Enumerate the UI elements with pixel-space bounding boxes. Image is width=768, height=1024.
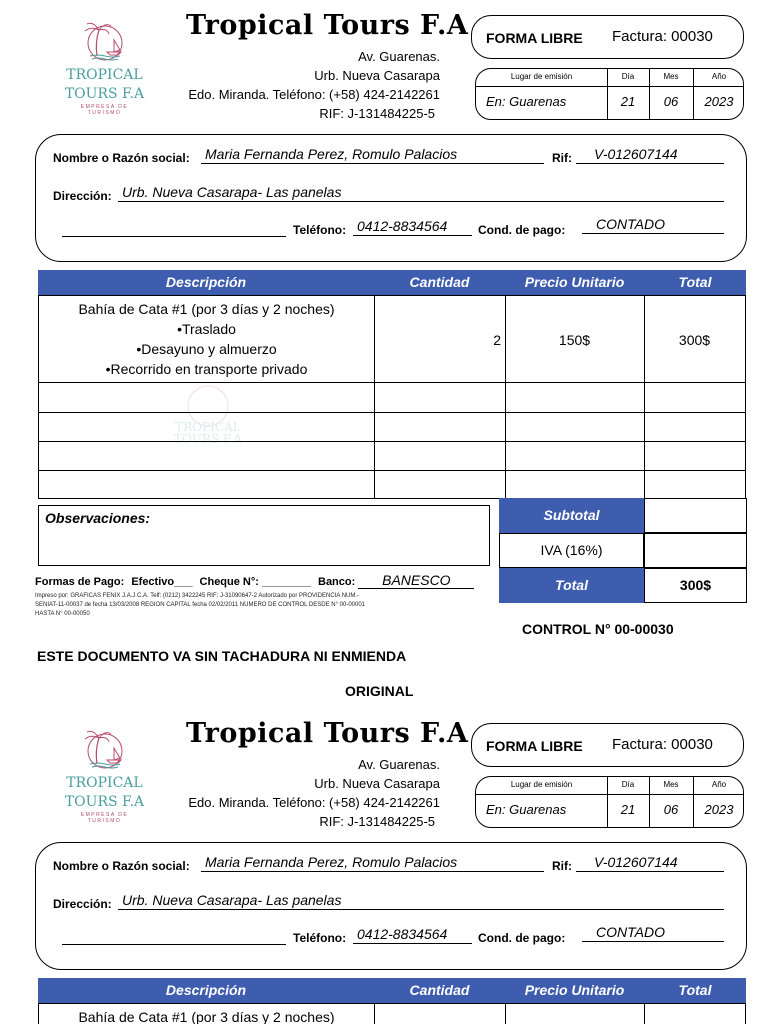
anio-value: 2023 bbox=[704, 802, 734, 817]
client-name-label: Nombre o Razón social: bbox=[53, 151, 190, 165]
notice-text: ESTE DOCUMENTO VA SIN TACHADURA NI ENMIENDA bbox=[37, 648, 407, 664]
item-line3: •Desayuno y almuerzo bbox=[136, 341, 277, 357]
client-phone: 0412-8834564 bbox=[353, 219, 472, 236]
payment-cond-label: Cond. de pago: bbox=[478, 223, 566, 237]
company-address1: Av. Guarenas. bbox=[358, 49, 440, 64]
company-address1: Av. Guarenas. bbox=[358, 757, 440, 772]
invoice-number: Factura: 00030 bbox=[612, 28, 713, 45]
dia-value: 21 bbox=[620, 802, 636, 817]
anio-value: 2023 bbox=[704, 94, 734, 109]
emission-box bbox=[475, 68, 744, 120]
lugar-value: En: Guarenas bbox=[486, 94, 567, 109]
item-line2: •Traslado bbox=[177, 321, 236, 337]
company-name: Tropical Tours F.A bbox=[186, 718, 469, 749]
item-line1: Bahía de Cata #1 (por 3 días y 2 noches) bbox=[78, 301, 335, 317]
subtotal-label: Subtotal bbox=[499, 498, 644, 533]
invoice-number-box bbox=[471, 723, 744, 767]
watermark-logo-icon bbox=[173, 376, 243, 446]
col-descripcion: Descripción bbox=[165, 982, 247, 998]
client-name: Maria Fernanda Perez, Romulo Palacios bbox=[201, 855, 544, 872]
totals-box bbox=[499, 498, 747, 603]
observations-label: Observaciones: bbox=[45, 510, 151, 526]
total-label: Total bbox=[499, 568, 644, 603]
logo-line4: TURISMO bbox=[87, 110, 122, 116]
payment-bank-label: Banco: bbox=[318, 576, 356, 588]
payment-cond: CONTADO bbox=[582, 925, 724, 942]
lugar-header: Lugar de emisión bbox=[510, 72, 573, 81]
company-rif: RIF: J-131484225-5 bbox=[319, 106, 435, 121]
payment-cond: CONTADO bbox=[582, 217, 724, 234]
dia-value: 21 bbox=[620, 94, 636, 109]
dia-header: Día bbox=[621, 72, 635, 81]
company-address2: Urb. Nueva Casarapa bbox=[314, 68, 440, 83]
form-label: FORMA LIBRE bbox=[486, 738, 583, 754]
col-cantidad: Cantidad bbox=[409, 982, 470, 998]
svg-text:TROPICAL: TROPICAL bbox=[175, 420, 241, 434]
logo-line2: TOURS F.A bbox=[64, 86, 145, 102]
client-address: Urb. Nueva Casarapa- Las panelas bbox=[118, 893, 724, 910]
client-rif-label: Rif: bbox=[552, 151, 572, 165]
logo-line3: EMPRESA DE bbox=[80, 812, 129, 818]
lugar-value: En: Guarenas bbox=[486, 802, 567, 817]
invoice-copy-duplicate bbox=[0, 708, 768, 1024]
item-line4: •Recorrido en transporte privado bbox=[105, 361, 308, 377]
client-name: Maria Fernanda Perez, Romulo Palacios bbox=[201, 147, 544, 164]
palm-boat-icon bbox=[77, 16, 133, 66]
mes-value: 06 bbox=[663, 94, 679, 109]
client-box bbox=[35, 842, 747, 970]
client-rif: V-012607144 bbox=[576, 855, 724, 872]
logo-line3: EMPRESA DE bbox=[80, 104, 129, 110]
mes-header: Mes bbox=[663, 72, 679, 81]
client-address: Urb. Nueva Casarapa- Las panelas bbox=[118, 185, 724, 202]
col-total: Total bbox=[678, 274, 712, 290]
logo-line4: TURISMO bbox=[87, 818, 122, 824]
client-phone-label: Teléfono: bbox=[293, 931, 347, 945]
invoice-number: Factura: 00030 bbox=[612, 736, 713, 753]
palm-boat-icon bbox=[77, 724, 133, 774]
printer-line3: HASTA N° 00-00050 bbox=[35, 611, 90, 617]
form-label: FORMA LIBRE bbox=[486, 30, 583, 46]
item-price: 150$ bbox=[558, 332, 591, 348]
items-table bbox=[38, 1003, 746, 1024]
anio-header: Año bbox=[711, 72, 727, 81]
payment-label: Formas de Pago: bbox=[35, 576, 125, 588]
client-address-label: Dirección: bbox=[53, 189, 112, 203]
control-number: CONTROL N° 00-00030 bbox=[522, 621, 674, 637]
col-total: Total bbox=[678, 982, 712, 998]
lugar-header: Lugar de emisión bbox=[510, 780, 573, 789]
col-precio: Precio Unitario bbox=[524, 982, 625, 998]
payment-bank: BANESCO bbox=[358, 572, 474, 589]
iva-label: IVA (16%) bbox=[499, 533, 644, 568]
mes-value: 06 bbox=[663, 802, 679, 817]
payment-cash: Efectivo___ bbox=[131, 576, 193, 588]
copy-label: ORIGINAL bbox=[345, 683, 414, 699]
company-address3: Edo. Miranda. Teléfono: (+58) 424-2142261 bbox=[188, 795, 440, 810]
items-table-header bbox=[38, 978, 746, 1003]
payment-check: Cheque N°: ________ bbox=[199, 576, 311, 588]
item-line1: Bahía de Cata #1 (por 3 días y 2 noches) bbox=[78, 1009, 335, 1024]
client-rif: V-012607144 bbox=[576, 147, 724, 164]
logo-line1: TROPICAL bbox=[66, 67, 143, 83]
anio-header: Año bbox=[711, 780, 727, 789]
payment-methods bbox=[35, 572, 474, 589]
iva-value bbox=[644, 533, 747, 568]
client-rif-label: Rif: bbox=[552, 859, 572, 873]
company-name: Tropical Tours F.A bbox=[186, 10, 469, 41]
mes-header: Mes bbox=[663, 780, 679, 789]
payment-cond-label: Cond. de pago: bbox=[478, 931, 566, 945]
items-table bbox=[38, 295, 746, 499]
client-name-label: Nombre o Razón social: bbox=[53, 859, 190, 873]
invoice-number-box bbox=[471, 15, 744, 59]
printer-line2: SENIAT-11-00037 de fecha 13/03/2008 REGION CAPITAL fecha 02/02/2011 NUMERO DE CONTROL DESDE N° 00-00001 bbox=[35, 602, 365, 608]
company-logo bbox=[52, 724, 157, 824]
emission-box bbox=[475, 776, 744, 828]
client-phone: 0412-8834564 bbox=[353, 927, 472, 944]
dia-header: Día bbox=[621, 780, 635, 789]
company-logo bbox=[52, 16, 157, 116]
client-box bbox=[35, 134, 747, 262]
client-address-label: Dirección: bbox=[53, 897, 112, 911]
item-quantity: 2 bbox=[493, 332, 501, 348]
svg-text:TOURS F.A: TOURS F.A bbox=[174, 432, 242, 446]
logo-line2: TOURS F.A bbox=[64, 794, 145, 810]
item-total: 300$ bbox=[678, 332, 711, 348]
col-precio: Precio Unitario bbox=[524, 274, 625, 290]
company-address2: Urb. Nueva Casarapa bbox=[314, 776, 440, 791]
printer-line1: Impreso por: GRAFICAS FENIX J.A.J C.A. Telf: (0212) 3422245 RIF: J-31090647-2 Autorizado por PROVIDENCIA NUM.- bbox=[35, 593, 360, 599]
col-descripcion: Descripción bbox=[165, 274, 247, 290]
company-rif: RIF: J-131484225-5 bbox=[319, 814, 435, 829]
subtotal-value bbox=[644, 498, 747, 533]
observations-box bbox=[38, 505, 490, 566]
total-value: 300$ bbox=[644, 568, 747, 603]
items-table-header bbox=[38, 270, 746, 295]
logo-line1: TROPICAL bbox=[66, 775, 143, 791]
col-cantidad: Cantidad bbox=[409, 274, 470, 290]
client-phone-label: Teléfono: bbox=[293, 223, 347, 237]
company-address3: Edo. Miranda. Teléfono: (+58) 424-2142261 bbox=[188, 87, 440, 102]
